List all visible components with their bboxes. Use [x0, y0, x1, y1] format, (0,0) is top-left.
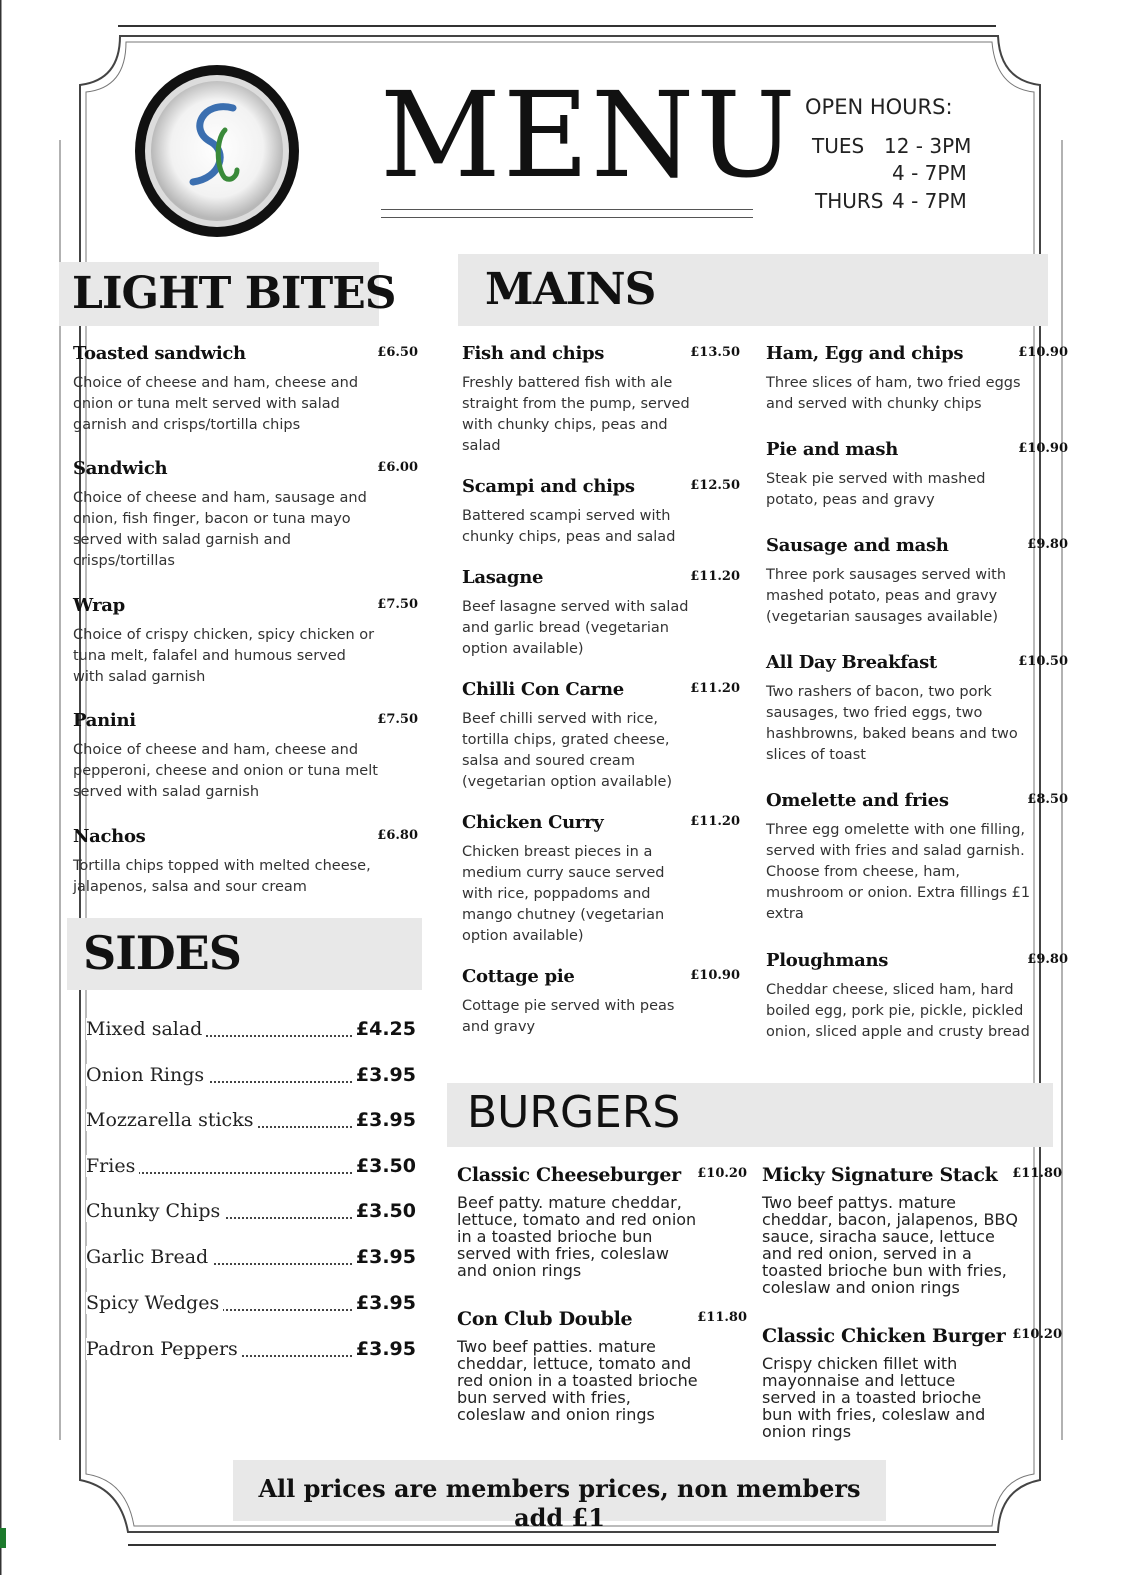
item-description: Three slices of ham, two fried eggs and served with chunky chips — [766, 375, 1021, 412]
item-price: £11.80 — [697, 1310, 747, 1325]
side-name: Padron Peppers — [86, 1338, 242, 1360]
item-description: Steak pie served with mashed potato, peas and gravy — [766, 471, 986, 508]
item-price: £10.50 — [1018, 654, 1068, 669]
item-description: Choice of cheese and ham, sausage and onion, fish finger, bacon or tuna mayo served with salad garnish and crisps/tortillas — [73, 490, 367, 569]
side-name: Chunky Chips — [86, 1200, 224, 1222]
title-underline — [381, 217, 753, 218]
item-name: Ploughmans — [766, 950, 889, 971]
item-description: Choice of cheese and ham, cheese and pepperoni, cheese and onion or tuna melt served with salad garnish — [73, 742, 378, 800]
side-name: Spicy Wedges — [86, 1292, 223, 1314]
side-name: Fries — [86, 1155, 139, 1177]
side-price: £3.95 — [355, 1338, 416, 1360]
side-price: £3.95 — [355, 1292, 416, 1314]
side-price: £3.50 — [355, 1155, 416, 1177]
open-hours-heading: OPEN HOURS: — [805, 95, 953, 119]
item-name: Scampi and chips — [462, 476, 635, 497]
item-description: Three egg omelette with one filling, served with fries and salad garnish. Choose from cheese, ham, mushroom or onion. Extra fillings £1 extra — [766, 822, 1031, 922]
mains-heading: MAINS — [485, 264, 656, 315]
item-description: Choice of crispy chicken, spicy chicken or tuna melt, falafel and humous served with salad garnish — [73, 627, 375, 685]
side-item — [86, 1155, 416, 1181]
item-description: Cheddar cheese, sliced ham, hard boiled egg, pork pie, pickle, pickled onion, sliced apple and crusty bread — [766, 982, 1030, 1040]
item-description: Crispy chicken fillet with mayonnaise and lettuce served in a toasted brioche bun with fries, coleslaw and onion rings — [762, 1354, 986, 1441]
item-name: Panini — [73, 710, 136, 731]
item-price: £8.50 — [1027, 792, 1068, 807]
open-hours-tues-label: TUES — [812, 134, 865, 158]
side-price: £3.95 — [355, 1064, 416, 1086]
item-description: Battered scampi served with chunky chips, peas and salad — [462, 508, 676, 545]
item-price: £6.00 — [377, 460, 418, 475]
item-name: Toasted sandwich — [73, 343, 246, 364]
item-description: Cottage pie served with peas and gravy — [462, 998, 675, 1035]
side-item — [86, 1338, 416, 1364]
item-name: Fish and chips — [462, 343, 605, 364]
item-name: Sausage and mash — [766, 535, 949, 556]
item-name: Classic Chicken Burger — [762, 1325, 1006, 1347]
item-description: Two beef pattys. mature cheddar, bacon, jalapenos, BBQ sauce, siracha sauce, lettuce and red onion, served in a toasted brioche bun with fries, coleslaw and onion rings — [762, 1193, 1018, 1297]
item-price: £11.20 — [690, 569, 740, 584]
members-price-note: All prices are members prices, non members add £1 — [258, 1474, 861, 1532]
item-price: £10.90 — [1018, 441, 1068, 456]
item-price: £9.80 — [1027, 537, 1068, 552]
side-item — [86, 1292, 416, 1318]
item-description: Two beef patties. mature cheddar, lettuce, tomato and red onion in a toasted brioche bun served with fries, coleslaw and onion rings — [457, 1337, 698, 1424]
item-name: Micky Signature Stack — [762, 1164, 998, 1186]
sides-heading: SIDES — [83, 926, 241, 980]
item-price: £10.20 — [697, 1166, 747, 1181]
item-name: Wrap — [73, 595, 125, 616]
item-name: Lasagne — [462, 567, 544, 588]
item-price: £10.20 — [1012, 1327, 1062, 1342]
side-price: £3.50 — [355, 1200, 416, 1222]
item-description: Choice of cheese and ham, cheese and onion or tuna melt served with salad garnish and crisps/tortilla chips — [73, 375, 359, 433]
item-name: Nachos — [73, 826, 146, 847]
item-description: Beef chilli served with rice, tortilla chips, grated cheese, salsa and soured cream (vegetarian option available) — [462, 711, 673, 790]
side-name: Onion Rings — [86, 1064, 208, 1086]
item-description: Tortilla chips topped with melted cheese, jalapenos, salsa and sour cream — [73, 858, 371, 895]
item-description: Chicken breast pieces in a medium curry sauce served with rice, poppadoms and mango chutney (vegetarian option available) — [462, 844, 665, 944]
item-price: £7.50 — [377, 712, 418, 727]
side-item — [86, 1246, 416, 1272]
side-item — [86, 1109, 416, 1135]
open-hours-thurs-label: THURS — [815, 189, 884, 213]
side-name: Mixed salad — [86, 1018, 206, 1040]
item-name: Classic Cheeseburger — [457, 1164, 681, 1186]
open-hours-tues-slot: 12 - 3PM — [884, 134, 972, 158]
item-name: Ham, Egg and chips — [766, 343, 964, 364]
item-price: £13.50 — [690, 345, 740, 360]
item-price: £11.20 — [690, 814, 740, 829]
item-price: £11.80 — [1012, 1166, 1062, 1181]
item-price: £10.90 — [1018, 345, 1068, 360]
item-price: £11.20 — [690, 681, 740, 696]
title-underline — [381, 209, 753, 210]
item-name: Sandwich — [73, 458, 168, 479]
item-price: £7.50 — [377, 597, 418, 612]
item-name: Chicken Curry — [462, 812, 604, 833]
item-name: Chilli Con Carne — [462, 679, 624, 700]
item-name: Con Club Double — [457, 1308, 633, 1330]
light-bites-heading: LIGHT BITES — [72, 268, 396, 319]
side-item — [86, 1064, 416, 1090]
item-price: £6.80 — [377, 828, 418, 843]
side-price: £4.25 — [355, 1018, 416, 1040]
item-name: Omelette and fries — [766, 790, 949, 811]
item-name: Pie and mash — [766, 439, 899, 460]
item-price: £6.50 — [377, 345, 418, 360]
item-description: Three pork sausages served with mashed potato, peas and gravy (vegetarian sausages available) — [766, 567, 1007, 625]
item-price: £12.50 — [690, 478, 740, 493]
item-description: Beef lasagne served with salad and garlic bread (vegetarian option available) — [462, 599, 689, 657]
item-price: £9.80 — [1027, 952, 1068, 967]
page-title: MENU — [380, 66, 798, 204]
item-name: All Day Breakfast — [766, 652, 937, 673]
side-price: £3.95 — [355, 1109, 416, 1131]
item-price: £10.90 — [690, 968, 740, 983]
open-hours-thurs-slot: 4 - 7PM — [892, 189, 967, 213]
item-description: Beef patty. mature cheddar, lettuce, tomato and red onion in a toasted brioche bun served with fries, coleslaw and onion rings — [457, 1193, 697, 1280]
side-name: Mozzarella sticks — [86, 1109, 257, 1131]
side-item — [86, 1018, 416, 1044]
club-logo — [133, 60, 301, 240]
item-description: Two rashers of bacon, two pork sausages, two fried eggs, two hashbrowns, baked beans and two slices of toast — [766, 684, 1018, 763]
open-hours-tues-slot: 4 - 7PM — [892, 161, 967, 185]
burgers-heading: BURGERS — [467, 1087, 681, 1138]
side-name: Garlic Bread — [86, 1246, 212, 1268]
side-item — [86, 1200, 416, 1226]
side-price: £3.95 — [355, 1246, 416, 1268]
item-description: Freshly battered fish with ale straight from the pump, served with chunky chips, peas and salad — [462, 375, 690, 454]
item-name: Cottage pie — [462, 966, 575, 987]
